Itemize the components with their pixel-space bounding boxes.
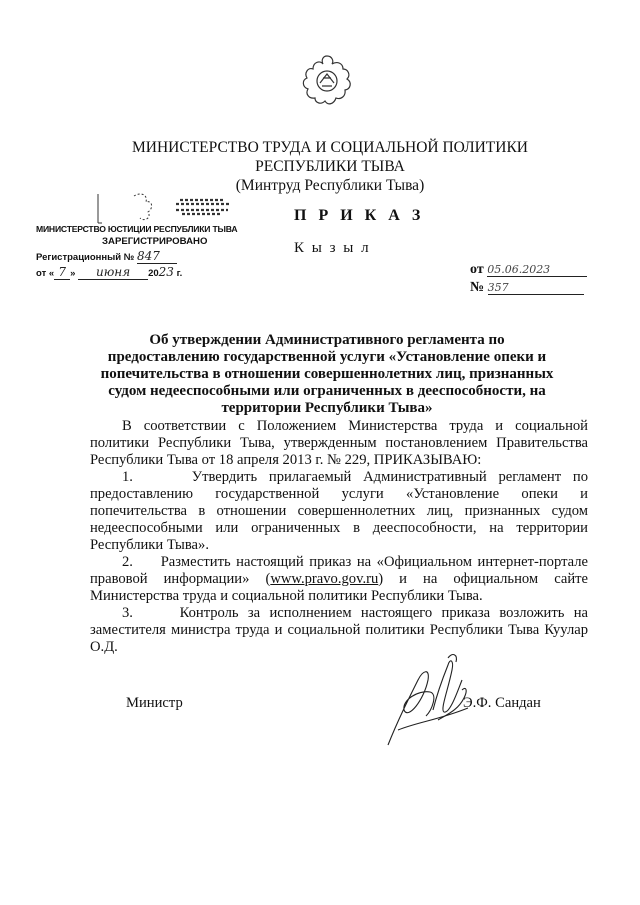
ministry-name-line1: МИНИСТЕРСТВО ТРУДА И СОЦИАЛЬНОЙ ПОЛИТИКИ	[132, 139, 528, 156]
body-item-3: 3. Контроль за исполнением настоящего приказа возложить на заместителя министра труда и социальной политики Республики Тыва Куулар О.Д.	[90, 605, 588, 655]
document-type: П Р И К А З	[294, 207, 425, 224]
order-date-number	[470, 262, 587, 298]
document-body	[90, 418, 588, 656]
body-intro: В соответствии с Положением Министерства труда и социальной политики Республики Тыва, утвержденным постановлением Правительства Республики Тыва от 18 апреля 2013 г. № 229, ПРИКАЗЫВАЮ:	[90, 418, 588, 468]
stamp-quote-close: »	[70, 268, 76, 279]
body-item-2-text-before: 2. Разместить настоящий приказ на «Официальном интернет-портале правовой информации» (	[90, 554, 588, 587]
order-number-row	[470, 280, 587, 298]
document-city: К ы з ы л	[294, 240, 371, 256]
stamp-registration-number-row	[36, 249, 177, 264]
registration-stamp	[32, 190, 244, 288]
stamp-registration-date-row	[36, 265, 182, 280]
stamp-seal-mark	[96, 190, 236, 224]
order-date-value: 05.06.2023	[487, 263, 587, 277]
stamp-year-suffix: 23	[158, 265, 174, 279]
stamp-registered-label: ЗАРЕГИСТРИРОВАНО	[102, 236, 208, 247]
order-number-label: №	[470, 280, 485, 295]
stamp-year-prefix: 20	[148, 268, 159, 279]
stamp-year-end: г.	[176, 268, 183, 279]
signatory-name: Э.Ф. Сандан	[463, 695, 541, 711]
body-item-2-text-after: ) и на официальном сайте Министерства труда и социальной политики Республики Тыва.	[90, 571, 588, 604]
ministry-short-name: (Минтруд Республики Тыва)	[235, 177, 425, 194]
order-date-label: от	[470, 262, 484, 277]
body-item-1: 1. Утвердить прилагаемый Административный регламент по предоставлению государственной услуги «Установление опеки и попечительства в отношении совершеннолетних лиц, признанных судом недееспособными или ограниченных в дееспособности, на территории Республики Тыва».	[90, 469, 588, 553]
stamp-authority: МИНИСТЕРСТВО ЮСТИЦИИ РЕСПУБЛИКИ ТЫВА	[36, 224, 238, 234]
stamp-registration-number: 847	[137, 249, 177, 264]
signatory-position: Министр	[126, 695, 183, 711]
pravo-gov-link[interactable]: www.pravo.gov.ru	[270, 571, 379, 587]
order-date-row	[470, 262, 587, 280]
ministry-header	[100, 138, 560, 195]
document-title: Об утверждении Административного регламента по предоставлению государственной услуги «Установление опеки и попечительства в отношении совершеннолетних лиц, признанных судом недееспособными или ограниченных в дееспособности, на территории Республики Тыва»	[100, 332, 554, 416]
stamp-day: 7	[54, 265, 70, 280]
stamp-registration-label: Регистрационный №	[36, 252, 135, 263]
stamp-from-label: от «	[36, 268, 55, 279]
body-item-2	[90, 554, 588, 605]
coat-of-arms-emblem	[296, 52, 358, 110]
ministry-name-line2: РЕСПУБЛИКИ ТЫВА	[255, 158, 405, 175]
order-number-value: 357	[488, 281, 584, 295]
stamp-month: июня	[78, 265, 148, 280]
